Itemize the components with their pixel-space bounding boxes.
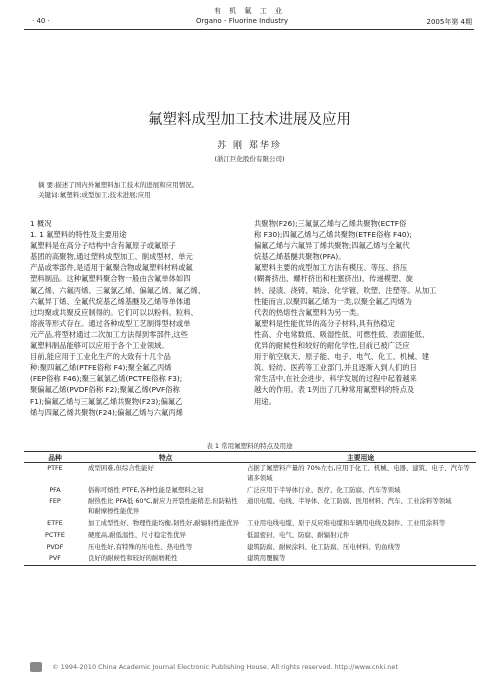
left-column xyxy=(30,218,235,418)
body-line: 目前,能应用于工业化生产的大致有十几个品 xyxy=(30,352,171,362)
cell-features: 耐热性比 PFA低 60℃,耐应力开裂性能稍差,但防粘性和耐摩擦性能优异 xyxy=(88,497,238,516)
body-line: 常生活中,在社会进步、科学发展的过程中起着越来 xyxy=(254,374,417,384)
body-line: 偏氟乙烯与六氟异丁烯共聚物;四氟乙烯与全氟代 xyxy=(254,241,410,251)
fluoroplastics-table xyxy=(24,451,476,566)
header-rule xyxy=(24,29,474,30)
column-header-features: 特点 xyxy=(86,452,245,463)
abstract-line: 摘 要:描述了国内外氟塑料加工技术的进展和应用情况。 xyxy=(38,181,199,189)
cell-uses: 建筑防腐、耐候涂料、化工防腐、压电材料、钓鱼线等 xyxy=(247,542,401,551)
body-line: 用途。 xyxy=(254,396,276,406)
body-line: 转、浸渍、浇铸、喷涂、化学镀、吹塑、注塑等。从加工 xyxy=(254,285,437,295)
body-line: 1 概况 xyxy=(30,219,52,228)
copyright-text: © 1994-2010 China Academic Journal Electronic Publishing House. All rights reserved. http://www.cnki.net xyxy=(52,663,398,671)
journal-english-name: Organo - Fluorine Industry xyxy=(196,17,288,25)
column-header-variety: 品种 xyxy=(24,452,86,463)
body-line: 氟塑料主要的成型加工方法有模压、等压、挤压 xyxy=(254,263,408,273)
body-line: 氟塑料制品能够可以应用于各个工业领域。 xyxy=(30,341,169,351)
body-line: 六氟异丁烯、全氟代烷基乙烯基醚及乙烯等单体通 xyxy=(30,296,191,306)
body-line: (糊膏挤出、螺杆挤出和柱塞挤出)、传递模塑、旋 xyxy=(254,274,413,284)
right-column xyxy=(254,218,472,407)
article-title: 氟塑料成型加工技术进展及应用 xyxy=(148,112,351,128)
body-line: (FEP俗称 F46);聚三氟氯乙烯(PCTFE俗称 F3); xyxy=(30,374,183,384)
body-line: 用于航空航天、原子能、电子、电气、化工、机械、建 xyxy=(254,352,430,362)
body-line: 种:聚四氟乙烯(PTFE俗称 F4);聚全氟乙丙烯 xyxy=(30,363,172,373)
table-caption: 表 1 常用氟塑料的特点及用途 xyxy=(206,442,293,450)
body-line: 过均聚或共聚反应制得的。它们可以以粉料、粒料、 xyxy=(30,307,198,317)
cell-variety: PTFE xyxy=(47,464,63,472)
body-line: 共聚物(F26);三氟氯乙烯与乙烯共聚物(ECTF俗 xyxy=(254,219,407,228)
copyright-footer xyxy=(30,662,470,672)
cell-uses: 建筑用覆膜等 xyxy=(245,553,476,565)
column-header-uses: 主要用途 xyxy=(245,452,476,463)
table-row xyxy=(24,496,476,518)
body-line: 元产品,将型材通过二次加工方法得到零部件,这些 xyxy=(30,329,188,339)
body-line: 烷基乙烯基醚共聚物(PFA)。 xyxy=(254,252,346,262)
cell-features: 成型困难,但综合性能好 xyxy=(88,464,154,472)
cell-uses: 占据了氟塑料产量的 70%左右,应用于化工、机械、电器、建筑、电子、汽车等诸多领域 xyxy=(247,464,470,482)
body-line: 氟乙烯、六氟丙烯、三氟氯乙烯、偏氟乙烯、氟乙烯、 xyxy=(30,285,206,295)
body-line: 溶液等形式存在。通过各种成型工艺制得型材或单 xyxy=(30,318,191,328)
body-line: 基团的高聚物,通过塑料成型加工、制成型材、单元 xyxy=(30,252,193,262)
cell-variety: ETFE xyxy=(47,518,63,527)
cell-variety: PVF xyxy=(24,553,86,565)
cell-variety: PVDF xyxy=(46,542,64,551)
cell-features: 俗称可熔性 PTFE,各种性能是氟塑料之冠 xyxy=(88,485,204,494)
table-row xyxy=(24,542,476,554)
body-line: F1);偏氟乙烯与三氟氯乙烯共聚物(F23);偏氟乙 xyxy=(30,396,183,406)
cell-variety: PCTFE xyxy=(45,530,65,539)
cell-uses: 广泛应用于半导体行业、医疗、化工防腐、汽车等领域 xyxy=(247,485,401,494)
cell-variety: PFA xyxy=(49,485,61,494)
table-row xyxy=(24,485,476,497)
cell-features: 硬度高,耐低温性、尺寸稳定性优异 xyxy=(88,530,186,539)
cell-uses: 通讯电缆、电线、半导体、化工防腐、医用材料、汽车、工业涂料等领域 xyxy=(247,497,452,506)
body-line: 塑料制品。这种氟塑料聚合物一般由含氟单体如四 xyxy=(30,274,191,284)
cell-variety: FEP xyxy=(49,497,61,506)
body-line: 性高、介电常数低、吸湿性低、可燃性低、表面能低、 xyxy=(254,329,430,339)
table-row xyxy=(24,518,476,530)
body-line: 性能而言,以聚四氟乙烯为一类,以聚全氟乙丙烯为 xyxy=(254,296,412,306)
body-line: 代表的热熔性含氟塑料为另一类。 xyxy=(254,307,364,317)
table-header-row xyxy=(24,452,476,463)
abstract-block xyxy=(38,180,458,200)
body-line: 筑、轻纺、医药等工业部门,并且逐渐入到人们的日 xyxy=(254,363,417,373)
cell-uses: 工业用电线电缆、原子反应堆电缆和车辆用电线及制件、工业用涂料等 xyxy=(247,518,446,527)
table-row xyxy=(24,463,476,485)
keywords-line: 关键词:氟塑料;成型加工;技术进展;应用 xyxy=(38,191,151,199)
journal-name: 有 机 氟 工 业 xyxy=(214,7,285,15)
body-line: 烯与四氟乙烯共聚物(F24);偏氟乙烯与六氟丙烯 xyxy=(30,407,183,417)
cell-features: 加工成型性好、物理性能均衡,韧性好,耐辐射性能优异 xyxy=(88,518,240,527)
article-affiliation: (浙江巨化股份有限公司) xyxy=(214,155,285,163)
table-row xyxy=(24,530,476,542)
cell-features: 良好的耐候性和较好的耐磨耗性 xyxy=(86,553,245,565)
body-line: 聚偏氟乙烯(PVDF俗称 F2);聚氟乙烯(PVF俗称 xyxy=(30,385,180,395)
issue-label: 2005年第 4期 xyxy=(426,18,472,26)
body-line: 优异的耐候性和较好的耐化学性,目前已被广泛应 xyxy=(254,341,410,351)
body-line: 产品或零部件,是适用于氟聚合物或氟塑料材料或氟 xyxy=(30,263,193,273)
publisher-logo-icon xyxy=(30,662,42,672)
body-line: 1. 1 氟塑料的特性及主要用途 xyxy=(30,230,127,240)
cell-features: 压电性好,有特殊的压电性、热电性等 xyxy=(88,542,193,551)
page-number: · 40 · xyxy=(32,17,50,25)
body-line: 氟塑料是在高分子结构中含有氟原子或氟原子 xyxy=(30,241,176,251)
article-authors: 苏 刚 郑华珍 xyxy=(217,141,282,151)
body-line: 称 F30);四氟乙烯与乙烯共聚物(ETFE俗称 F40); xyxy=(254,230,412,240)
table-row xyxy=(24,553,476,565)
cell-uses: 低温密封、电气、防腐、耐辐射元件 xyxy=(247,530,350,539)
body-line: 氟塑料是性能优异的高分子材料,具有热稳定 xyxy=(254,318,395,328)
body-line: 越大的作用。表 1列出了几种常用氟塑料的特点及 xyxy=(254,385,415,395)
